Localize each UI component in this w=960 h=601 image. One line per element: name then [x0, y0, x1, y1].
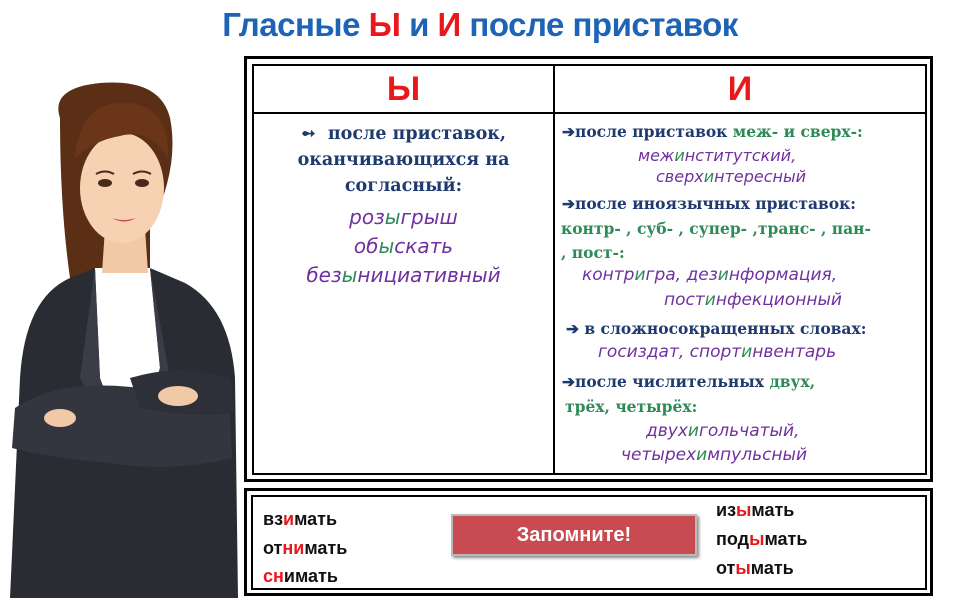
businesswoman-illustration [0, 78, 250, 601]
example-word: четырехимпульсный [621, 445, 808, 465]
exception-word: отнимать [263, 538, 348, 558]
example-word: двухигольчатый, [646, 421, 800, 441]
arrow-right-icon: ➔ [566, 319, 579, 338]
example-word: межинститутский, [638, 146, 797, 165]
example-word: розыгрыш [349, 205, 458, 229]
rule-i-1: ➔после приставок меж- и сверх-: [562, 122, 863, 141]
rule-i-2: ➔после иноязычных приставок: [562, 194, 857, 213]
rule-i-2-prefixes: контр- , суб- , супер- ,транс- , пан- [561, 219, 871, 238]
arrow-right-icon: ➔ [562, 122, 575, 141]
remember-button[interactable]: Запомните! [451, 514, 697, 556]
rule-y-text: ➻ после приставок, оканчивающихся на согласный: [297, 124, 510, 196]
column-header-i: И [727, 70, 753, 108]
exception-word: взимать [263, 509, 338, 529]
header-divider [252, 112, 927, 114]
example-word: обыскать [353, 234, 454, 258]
rule-i-2-prefixes-end: , пост-: [561, 243, 625, 262]
example-word: контригра, дезинформация, [582, 265, 838, 285]
exception-word: подымать [716, 529, 808, 549]
exception-word: отымать [716, 558, 794, 578]
exception-word: изымать [716, 500, 795, 520]
rule-y-examples [256, 203, 551, 290]
column-header-y: Ы [386, 70, 421, 108]
arrow-right-icon: ➔ [562, 372, 575, 391]
page-title: Гласные Ы и И после приставок [222, 6, 738, 43]
example-word: сверхинтересный [656, 167, 807, 186]
rule-i-3: ➔ в сложносокращенных словах: [566, 319, 867, 338]
example-word: безынициативный [306, 263, 501, 287]
rule-i-4: ➔после числительных двух, [562, 372, 816, 391]
rule-i-4-numerals: трёх, четырёх: [565, 397, 698, 416]
double-arrow-bullet-icon: ➻ [301, 124, 316, 144]
arrow-right-icon: ➔ [562, 194, 575, 213]
example-word: постинфекционный [664, 290, 842, 310]
column-divider [553, 64, 555, 475]
example-word: госиздат, спортинвентарь [598, 342, 837, 362]
exception-word: снимать [263, 566, 338, 586]
